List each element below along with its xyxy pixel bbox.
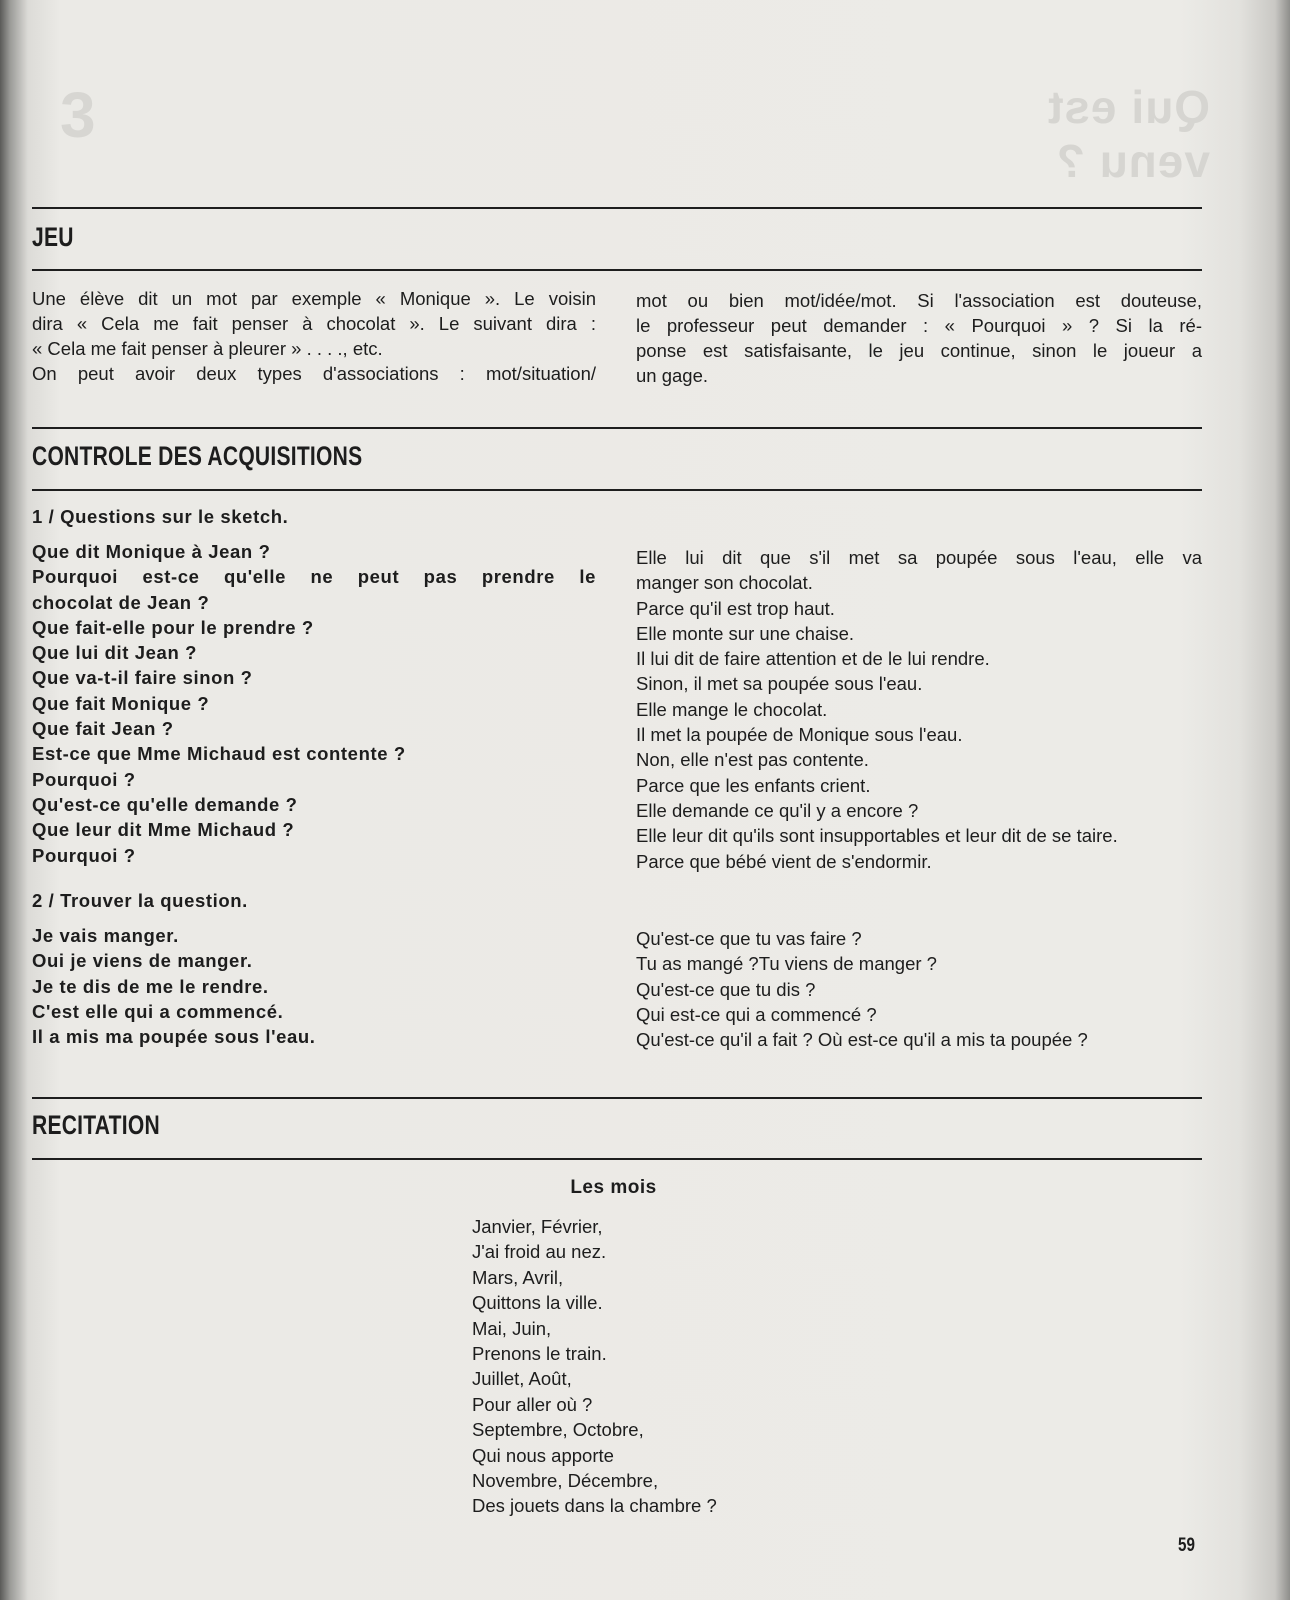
question: Pourquoi est-ce qu'elle ne peut pas prendre le bbox=[32, 566, 596, 588]
answer: Non, elle n'est pas contente. bbox=[636, 749, 869, 771]
rule-bottom-recitation bbox=[32, 1158, 1202, 1160]
rule-top-recitation bbox=[32, 1097, 1202, 1099]
heading-controle: CONTROLE DES ACQUISITIONS bbox=[32, 441, 363, 471]
question: Que fait-elle pour le prendre ? bbox=[32, 616, 314, 638]
jeu-line: Une élève dit un mot par exemple « Monique ». Le voisin bbox=[32, 288, 596, 309]
jeu-line: On peut avoir deux types d'associations : mot/situation/ bbox=[32, 363, 596, 384]
sketch-questions bbox=[32, 539, 596, 868]
question: chocolat de Jean ? bbox=[32, 591, 210, 613]
rule-top-controle bbox=[32, 427, 1202, 429]
found-question: Qu'est-ce que tu dis ? bbox=[636, 978, 816, 1000]
bleed-through-title: Qui est venu ? bbox=[1047, 81, 1210, 187]
rule-top-jeu bbox=[32, 207, 1202, 209]
answer: Parce qu'il est trop haut. bbox=[636, 597, 835, 619]
jeu-line: ponse est satisfaisante, le jeu continue, sinon le joueur a bbox=[636, 340, 1202, 361]
poem-line: J'ai froid au nez. bbox=[472, 1241, 607, 1263]
found-question: Qui est-ce qui a commencé ? bbox=[636, 1003, 877, 1025]
poem-line: Qui nous apporte bbox=[472, 1444, 614, 1466]
page-number: 59 bbox=[1178, 1535, 1195, 1556]
question: Que va-t-il faire sinon ? bbox=[32, 667, 253, 689]
question: Est-ce que Mme Michaud est contente ? bbox=[32, 743, 406, 765]
poem-line: Mai, Juin, bbox=[472, 1317, 552, 1339]
jeu-line: mot ou bien mot/idée/mot. Si l'association est douteuse, bbox=[636, 290, 1202, 311]
heading-jeu: JEU bbox=[32, 222, 74, 252]
rule-bottom-controle bbox=[32, 489, 1202, 491]
answer: Il lui dit de faire attention et de le lui rendre. bbox=[636, 648, 990, 670]
answer: Il met la poupée de Monique sous l'eau. bbox=[636, 724, 963, 746]
section-1-title: 1 / Questions sur le sketch. bbox=[32, 506, 289, 527]
poem-line: Novembre, Décembre, bbox=[472, 1470, 659, 1492]
found-question: Qu'est-ce qu'il a fait ? Où est-ce qu'il a mis ta poupée ? bbox=[636, 1029, 1088, 1051]
rule-bottom-jeu bbox=[32, 269, 1202, 271]
question: Pourquoi ? bbox=[32, 768, 136, 790]
answer: Elle leur dit qu'ils sont insupportables et leur dit de se taire. bbox=[636, 825, 1118, 847]
statement: Oui je viens de manger. bbox=[32, 950, 253, 972]
found-question: Tu as mangé ?Tu viens de manger ? bbox=[636, 953, 937, 975]
question: Pourquoi ? bbox=[32, 844, 136, 866]
statements bbox=[32, 923, 596, 1049]
found-question: Qu'est-ce que tu vas faire ? bbox=[636, 928, 862, 949]
question: Qu'est-ce qu'elle demande ? bbox=[32, 793, 298, 815]
answer: Parce que bébé vient de s'endormir. bbox=[636, 850, 932, 872]
section-2-title: 2 / Trouver la question. bbox=[32, 890, 248, 911]
question: Que dit Monique à Jean ? bbox=[32, 541, 271, 562]
answer: Sinon, il met sa poupée sous l'eau. bbox=[636, 673, 923, 695]
poem-line: Pour aller où ? bbox=[472, 1393, 593, 1415]
poem-line: Juillet, Août, bbox=[472, 1368, 572, 1390]
poem-line: Des jouets dans la chambre ? bbox=[472, 1495, 717, 1517]
poem-title: Les mois bbox=[570, 1177, 657, 1198]
question: Que fait Jean ? bbox=[32, 718, 174, 740]
jeu-line: le professeur peut demander : « Pourquoi » ? Si la ré- bbox=[636, 315, 1202, 336]
poem bbox=[472, 1214, 717, 1519]
bleed-through-number: 3 bbox=[60, 79, 96, 151]
answer: Elle mange le chocolat. bbox=[636, 698, 828, 720]
poem-line: Janvier, Février, bbox=[472, 1216, 603, 1237]
question: Que fait Monique ? bbox=[32, 692, 210, 714]
sketch-answers bbox=[636, 545, 1202, 874]
statement: Je vais manger. bbox=[32, 925, 179, 946]
poem-line: Septembre, Octobre, bbox=[472, 1419, 644, 1441]
jeu-line: dira « Cela me fait penser à chocolat ». Le suivant dira : bbox=[32, 313, 596, 334]
jeu-line: un gage. bbox=[636, 365, 709, 386]
jeu-line: « Cela me fait penser à pleurer » . . . ., etc. bbox=[32, 338, 383, 359]
poem-line: Mars, Avril, bbox=[472, 1266, 564, 1288]
answer: Parce que les enfants crient. bbox=[636, 774, 871, 796]
poem-line: Quittons la ville. bbox=[472, 1292, 603, 1314]
question: Que leur dit Mme Michaud ? bbox=[32, 819, 295, 841]
statement: Je te dis de me le rendre. bbox=[32, 975, 269, 997]
jeu-text-right bbox=[636, 288, 1202, 388]
statement: Il a mis ma poupée sous l'eau. bbox=[32, 1026, 316, 1048]
answer: Elle demande ce qu'il y a encore ? bbox=[636, 799, 919, 821]
statement: C'est elle qui a commencé. bbox=[32, 1000, 284, 1022]
jeu-text-left bbox=[32, 286, 596, 386]
question: Que lui dit Jean ? bbox=[32, 642, 197, 664]
heading-recitation: RECITATION bbox=[32, 1110, 160, 1140]
answer: manger son chocolat. bbox=[636, 572, 813, 594]
answer: Elle monte sur une chaise. bbox=[636, 622, 855, 644]
found-questions bbox=[636, 926, 1202, 1052]
answer: Elle lui dit que s'il met sa poupée sous l'eau, elle va bbox=[636, 547, 1202, 568]
poem-line: Prenons le train. bbox=[472, 1343, 607, 1365]
